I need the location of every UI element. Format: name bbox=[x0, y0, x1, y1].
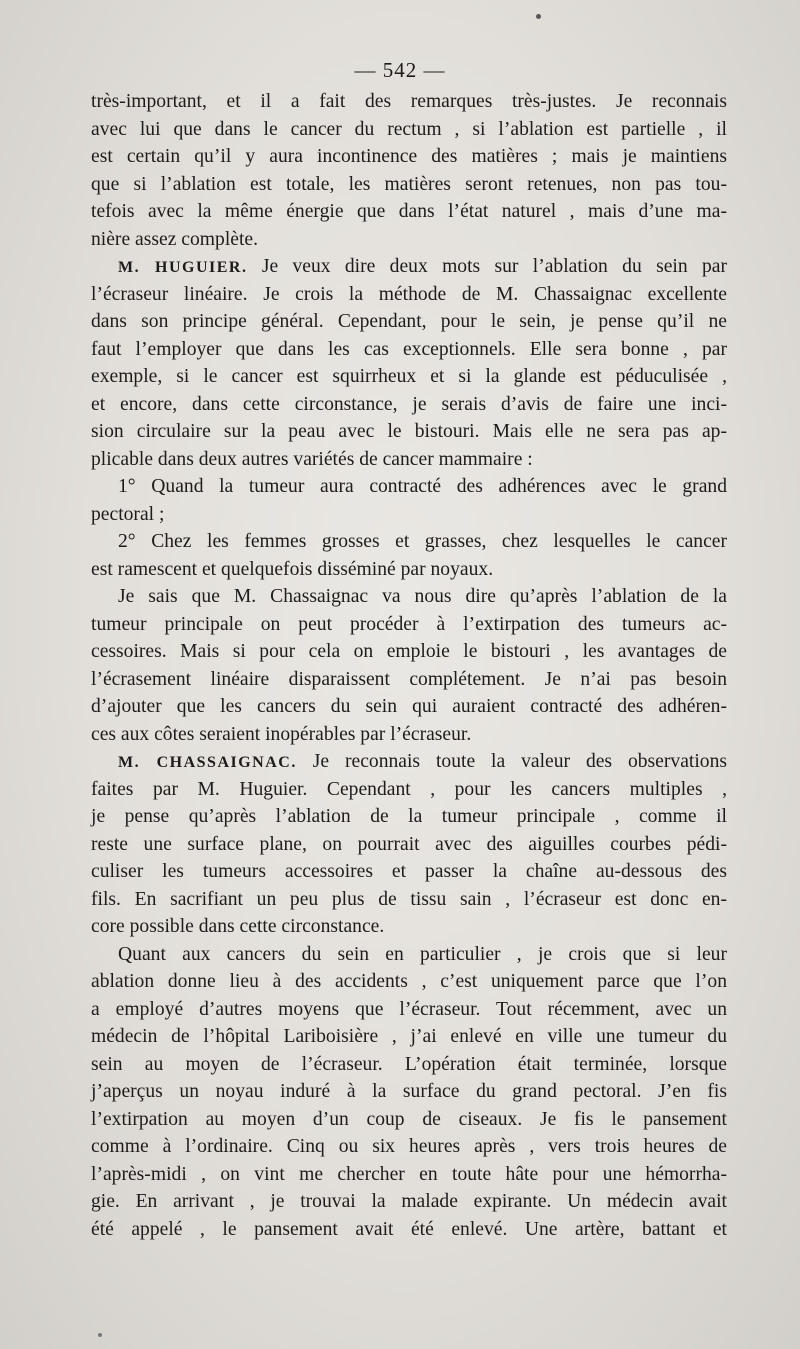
text-line bbox=[91, 308, 727, 336]
line-text: ablation donne lieu à des accidents , c’est uniquement parce que l’on bbox=[91, 971, 727, 992]
line-text: faites par M. Huguier. Cependant , pour les cancers multiples , bbox=[91, 778, 727, 800]
line-text: l’écrasement linéaire disparaissent complétement. Je n’ai pas besoin bbox=[91, 668, 727, 690]
text-line bbox=[91, 941, 727, 969]
line-text: et encore, dans cette circonstance, je serais d’avis de faire une inci- bbox=[91, 393, 727, 415]
text-line bbox=[91, 748, 727, 776]
text-line bbox=[91, 1106, 727, 1134]
text-line bbox=[91, 913, 727, 941]
text-line bbox=[91, 776, 727, 804]
line-text: que si l’ablation est totale, les matières seront retenues, non pas tou- bbox=[91, 173, 727, 195]
speaker-name: M. CHASSAIGNAC. bbox=[118, 754, 297, 771]
text-line bbox=[91, 1133, 727, 1161]
line-text: Quant aux cancers du sein en particulier , je crois que si leur bbox=[118, 943, 727, 965]
line-text: comme à l’ordinaire. Cinq ou six heures après , vers trois heures de bbox=[91, 1136, 727, 1157]
text-line bbox=[91, 253, 727, 281]
text-line bbox=[91, 336, 727, 364]
text-line bbox=[91, 528, 727, 556]
text-line bbox=[91, 693, 727, 721]
ink-speck bbox=[98, 1333, 102, 1337]
text-line bbox=[91, 391, 727, 419]
line-text: tumeur principale on peut procéder à l’extirpation des tumeurs ac- bbox=[91, 613, 727, 635]
text-line bbox=[91, 721, 727, 749]
line-text: pectoral ; bbox=[91, 503, 165, 525]
text-line bbox=[91, 556, 727, 584]
line-text: faut l’employer que dans les cas exceptionnels. Elle sera bonne , par bbox=[91, 338, 727, 360]
line-text: l’après-midi , on vint me chercher en toute hâte pour une hémorrha- bbox=[91, 1163, 727, 1185]
line-text: est certain qu’il y aura incontinence des matières ; mais je maintiens bbox=[91, 146, 727, 167]
line-text: 1° Quand la tumeur aura contracté des adhérences avec le grand bbox=[118, 476, 727, 497]
text-line bbox=[91, 418, 727, 446]
text-line bbox=[91, 858, 727, 886]
line-text: d’ajouter que les cancers du sein qui auraient contracté des adhéren- bbox=[91, 696, 727, 717]
line-text: tefois avec la même énergie que dans l’état naturel , mais d’une ma- bbox=[91, 201, 727, 222]
text-line bbox=[91, 1023, 727, 1051]
text-line bbox=[91, 501, 727, 529]
text-line bbox=[91, 666, 727, 694]
line-text: avec lui que dans le cancer du rectum , si l’ablation est partielle , il bbox=[91, 118, 727, 140]
ink-speck bbox=[536, 14, 541, 19]
line-text: ces aux côtes seraient inopérables par l’écraseur. bbox=[91, 723, 472, 745]
text-line bbox=[91, 473, 727, 501]
line-text: culiser les tumeurs accessoires et passer la chaîne au-dessous des bbox=[91, 861, 727, 882]
text-line bbox=[91, 198, 727, 226]
line-text: l’extirpation au moyen d’un coup de ciseaux. Je fis le pansement bbox=[91, 1108, 727, 1130]
text-line bbox=[91, 116, 727, 144]
text-line bbox=[91, 831, 727, 859]
page-number: — 542 — bbox=[354, 58, 446, 82]
text-line bbox=[91, 363, 727, 391]
text-line bbox=[91, 611, 727, 639]
text-line bbox=[91, 171, 727, 199]
line-text: est ramescent et quelquefois disséminé par noyaux. bbox=[91, 558, 494, 580]
line-text: j’aperçus un noyau induré à la surface du grand pectoral. J’en fis bbox=[91, 1081, 727, 1102]
line-text: cessoires. Mais si pour cela on emploie le bistouri , les avantages de bbox=[91, 641, 727, 662]
line-text: a employé d’autres moyens que l’écraseur. Tout récemment, avec un bbox=[91, 998, 727, 1020]
text-line bbox=[91, 1161, 727, 1189]
line-text: sion circulaire sur la peau avec le bistouri. Mais elle ne sera pas ap- bbox=[91, 421, 727, 442]
text-line bbox=[91, 886, 727, 914]
text-line bbox=[91, 143, 727, 171]
text-line bbox=[91, 1188, 727, 1216]
line-text: dans son principe général. Cependant, pour le sein, je pense qu’il ne bbox=[91, 311, 727, 332]
text-line bbox=[91, 583, 727, 611]
text-line bbox=[91, 88, 727, 116]
line-text: très-important, et il a fait des remarques très-justes. Je reconnais bbox=[91, 91, 727, 112]
line-text: plicable dans deux autres variétés de cancer mammaire : bbox=[91, 448, 533, 470]
text-line bbox=[91, 803, 727, 831]
line-text: reste une surface plane, on pourrait avec des aiguilles courbes pédi- bbox=[91, 833, 727, 855]
text-line bbox=[91, 1216, 727, 1244]
line-text: médecin de l’hôpital Lariboisière , j’ai enlevé en ville une tumeur du bbox=[91, 1026, 727, 1047]
line-text: l’écraseur linéaire. Je crois la méthode de M. Chassaignac excellente bbox=[91, 283, 727, 305]
line-text: nière assez complète. bbox=[91, 228, 259, 250]
line-text: Je veux dire deux mots sur l’ablation du sein par bbox=[261, 256, 727, 277]
speaker-name: M. HUGUIER. bbox=[118, 259, 248, 276]
text-line bbox=[91, 226, 727, 254]
text-line bbox=[91, 281, 727, 309]
text-line bbox=[91, 1078, 727, 1106]
text-line bbox=[91, 996, 727, 1024]
line-text: Je reconnais toute la valeur des observations bbox=[312, 751, 727, 772]
text-line bbox=[91, 638, 727, 666]
line-text: sein au moyen de l’écraseur. L’opération était terminée, lorsque bbox=[91, 1053, 727, 1075]
line-text: exemple, si le cancer est squirrheux et si la glande est péduculisée , bbox=[91, 366, 727, 387]
text-line bbox=[91, 446, 727, 474]
line-text: Je sais que M. Chassaignac va nous dire qu’après l’ablation de la bbox=[118, 586, 727, 607]
line-text: je pense qu’après l’ablation de la tumeur principale , comme il bbox=[91, 806, 727, 827]
text-line bbox=[91, 1051, 727, 1079]
line-text: fils. En sacrifiant un peu plus de tissu sain , l’écraseur est donc en- bbox=[91, 888, 727, 910]
line-text: core possible dans cette circonstance. bbox=[91, 916, 385, 937]
line-text: 2° Chez les femmes grosses et grasses, chez lesquelles le cancer bbox=[118, 531, 727, 552]
text-line bbox=[91, 968, 727, 996]
line-text: gie. En arrivant , je trouvai la malade expirante. Un médecin avait bbox=[91, 1191, 727, 1212]
body-text bbox=[91, 88, 727, 1243]
line-text: été appelé , le pansement avait été enlevé. Une artère, battant et bbox=[91, 1218, 727, 1240]
